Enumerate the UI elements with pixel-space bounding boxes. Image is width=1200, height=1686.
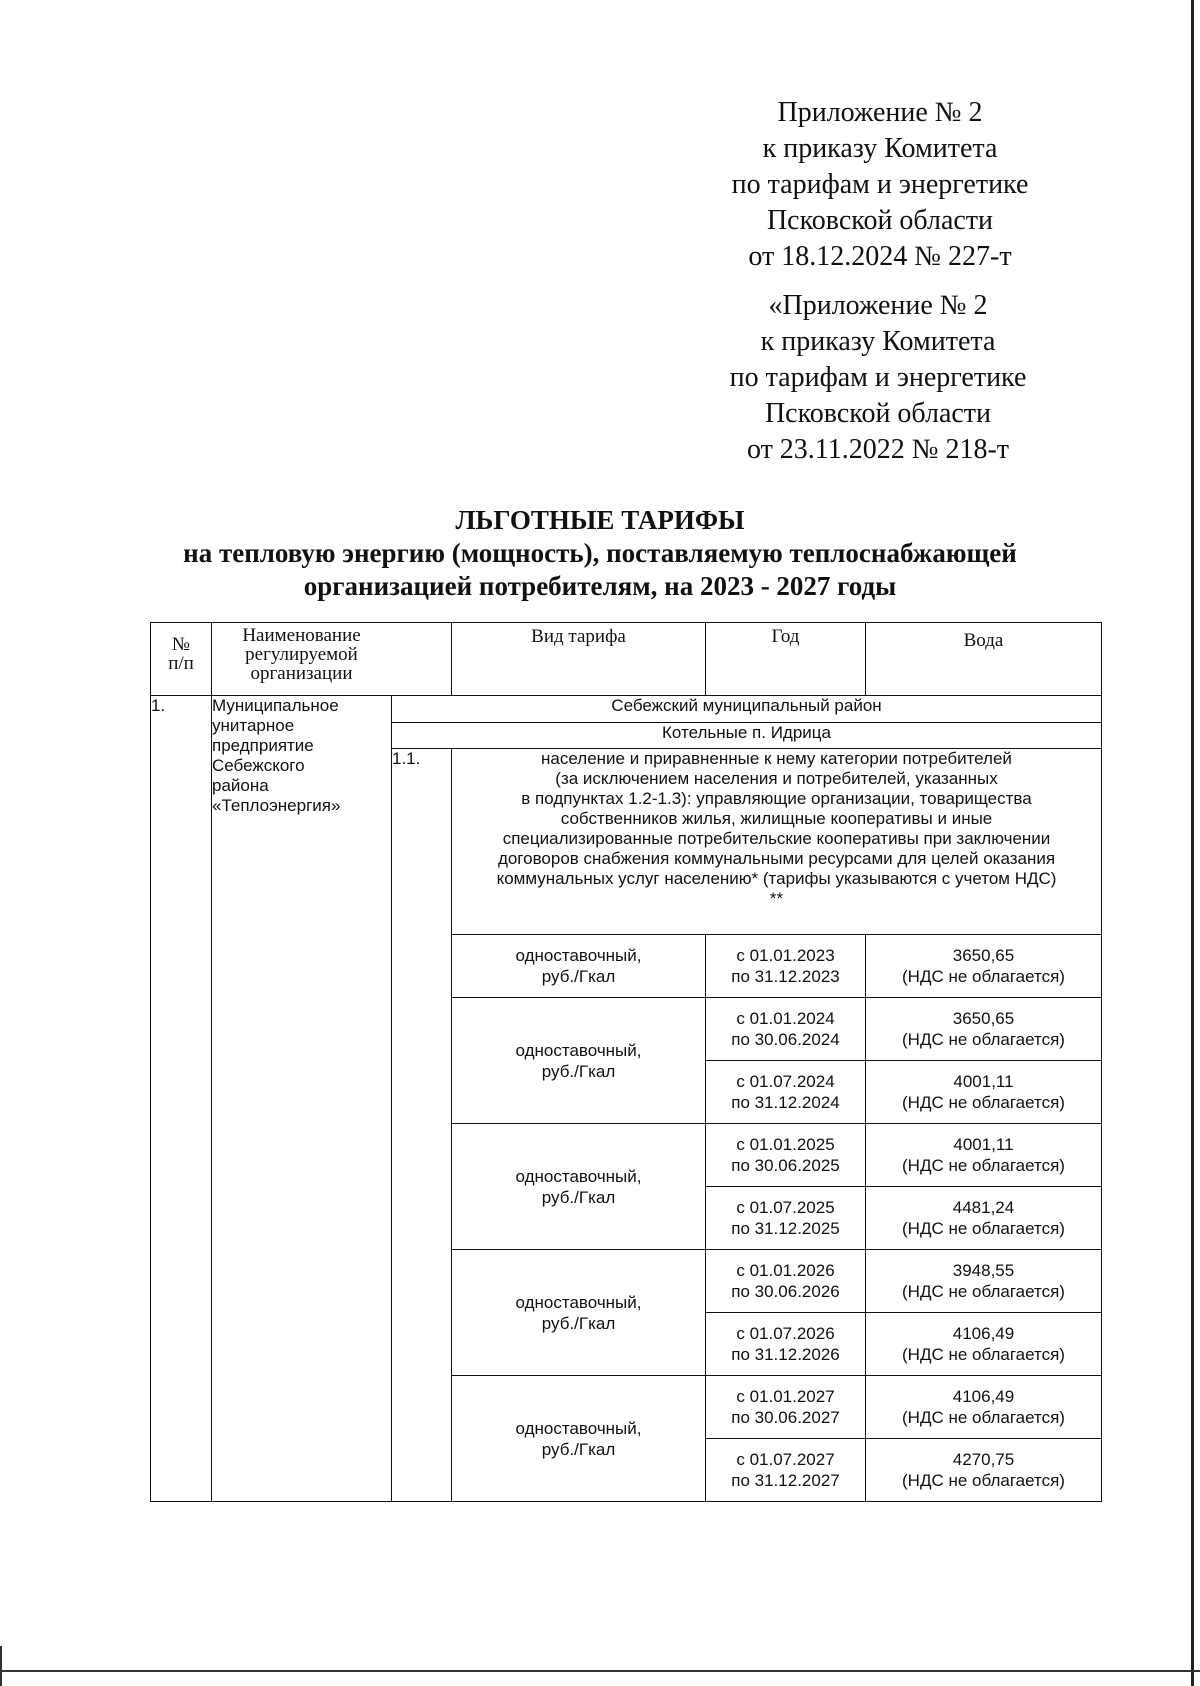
tariff-value: 3650,65	[952, 1009, 1015, 1028]
period-to: по 31.12.2025	[731, 1219, 840, 1238]
tariff-type-cell	[452, 1376, 706, 1502]
tariff-type-cell	[452, 935, 706, 998]
tariff-value: 3650,65	[952, 946, 1015, 965]
period-from: с 01.07.2026	[736, 1324, 835, 1343]
period-to: по 31.12.2023	[731, 967, 840, 986]
category-cell	[452, 749, 1102, 935]
annex-line: «Приложение № 2	[768, 290, 988, 321]
water-tariff-cell	[866, 1061, 1102, 1124]
header-year	[706, 623, 866, 696]
annex-header-current	[680, 95, 1080, 275]
tariff-table	[150, 622, 1102, 1502]
row-number-cell	[151, 696, 212, 1502]
period-to: по 30.06.2027	[731, 1408, 840, 1427]
period-cell	[706, 1061, 866, 1124]
header-number	[151, 623, 212, 696]
water-tariff-cell	[866, 1439, 1102, 1502]
subsection-number: 1.1.	[392, 749, 421, 768]
organization-line: Муниципальное	[212, 696, 339, 715]
annex-line: по тарифам и энергетике	[729, 362, 1027, 393]
period-cell	[706, 1124, 866, 1187]
period-from: с 01.01.2027	[736, 1387, 835, 1406]
tariff-type-cell	[452, 998, 706, 1124]
tariff-type-text: одноставочный,	[515, 1166, 642, 1186]
tariff-type-text: одноставочный,	[515, 1040, 642, 1060]
organization-line: унитарное	[212, 716, 295, 735]
category-line: в подпунктах 1.2-1.3): управляющие организации, товарищества	[521, 789, 1032, 808]
header-text: №	[171, 634, 191, 655]
organization-line: «Теплоэнергия»	[212, 796, 341, 815]
organization-line: предприятие	[212, 736, 314, 755]
tariff-type-cell	[452, 1250, 706, 1376]
period-to: по 30.06.2025	[731, 1156, 840, 1175]
category-line: специализированные потребительские кооперативы при заключении	[502, 829, 1051, 848]
period-from: с 01.01.2026	[736, 1261, 835, 1280]
header-text: Наименование	[242, 625, 361, 646]
period-from: с 01.07.2027	[736, 1450, 835, 1469]
water-tariff-cell	[866, 1313, 1102, 1376]
period-cell	[706, 1313, 866, 1376]
period-to: по 31.12.2026	[731, 1345, 840, 1364]
period-to: по 31.12.2024	[731, 1093, 840, 1112]
tariff-type-text: руб./Гкал	[541, 967, 616, 986]
tariff-type-text: руб./Гкал	[541, 1439, 616, 1459]
scan-edge-right	[1191, 0, 1194, 1686]
water-tariff-cell	[866, 1376, 1102, 1439]
tariff-type-text: одноставочный,	[515, 1418, 642, 1438]
scan-edge-left	[0, 1646, 2, 1686]
scan-edge-bottom	[0, 1670, 1200, 1672]
tariff-type-cell	[452, 1124, 706, 1250]
header-organization	[212, 623, 452, 696]
annex-line: Псковской области	[766, 205, 994, 236]
annex-line: Приложение № 2	[777, 97, 983, 128]
title-line: на тепловую энергию (мощность), поставляемую теплоснабжающей	[183, 538, 1017, 568]
vat-note: (НДС не облагается)	[902, 1471, 1065, 1490]
header-water	[866, 623, 1102, 696]
vat-note: (НДС не облагается)	[902, 1282, 1065, 1301]
category-line: договоров снабжения коммунальными ресурсами для целей оказания	[497, 849, 1056, 868]
period-cell	[706, 1376, 866, 1439]
annex-line: по тарифам и энергетике	[731, 169, 1029, 200]
tariff-value: 3948,55	[952, 1261, 1015, 1280]
tariff-type-text: руб./Гкал	[541, 1313, 616, 1333]
category-line: собственников жилья, жилищные кооперативы и иные	[560, 809, 993, 828]
category-line: коммунальных услуг населению* (тарифы указываются с учетом НДС)	[496, 869, 1057, 888]
annex-line: от 18.12.2024 № 227-т	[748, 241, 1012, 272]
tariff-value: 4001,11	[953, 1135, 1014, 1154]
period-cell	[706, 998, 866, 1061]
tariff-type-text: одноставочный,	[515, 946, 642, 965]
tariff-value: 4270,75	[952, 1450, 1015, 1469]
water-tariff-cell	[866, 935, 1102, 998]
water-tariff-cell	[866, 1124, 1102, 1187]
header-text: Год	[771, 626, 800, 647]
vat-note: (НДС не облагается)	[902, 1345, 1065, 1364]
header-tariff-type	[452, 623, 706, 696]
category-line: население и приравненные к нему категории потребителей	[541, 749, 1012, 768]
district-cell	[392, 696, 1102, 723]
table-header-row	[151, 623, 1102, 696]
period-to: по 31.12.2027	[731, 1471, 840, 1490]
organization-line: Себежского	[212, 756, 305, 775]
tariff-type-text: руб./Гкал	[541, 1187, 616, 1207]
header-text: п/п	[168, 653, 194, 674]
period-from: с 01.07.2025	[736, 1198, 835, 1217]
period-from: с 01.01.2025	[736, 1135, 835, 1154]
period-cell	[706, 1439, 866, 1502]
header-text: Вид тарифа	[531, 626, 626, 647]
period-from: с 01.07.2024	[736, 1072, 835, 1091]
vat-note: (НДС не облагается)	[902, 1408, 1065, 1427]
title-line: ЛЬГОТНЫЕ ТАРИФЫ	[455, 505, 745, 535]
annex-header-original	[678, 288, 1078, 468]
vat-note: (НДС не облагается)	[902, 1156, 1065, 1175]
header-text: Вода	[963, 630, 1004, 651]
tariff-value: 4001,11	[953, 1072, 1014, 1091]
period-cell	[706, 1250, 866, 1313]
subsection-number-cell	[392, 749, 452, 1502]
annex-line: Псковской области	[764, 398, 992, 429]
period-from: с 01.01.2023	[736, 946, 835, 965]
tariff-type-text: одноставочный,	[515, 1292, 642, 1312]
period-from: с 01.01.2024	[736, 1009, 835, 1028]
header-text: организации	[250, 663, 353, 684]
district-row	[151, 696, 1102, 723]
water-tariff-cell	[866, 998, 1102, 1061]
water-tariff-cell	[866, 1250, 1102, 1313]
document-title	[100, 504, 1100, 603]
vat-note: (НДС не облагается)	[902, 1030, 1065, 1049]
district-name: Себежский муниципальный район	[611, 696, 882, 715]
tariff-value: 4106,49	[952, 1324, 1015, 1343]
header-text: регулируемой	[245, 644, 358, 665]
boiler-cell	[392, 723, 1102, 749]
period-to: по 30.06.2026	[731, 1282, 840, 1301]
category-line: (за исключением населения и потребителей, указанных	[555, 769, 998, 788]
annex-line: к приказу Комитета	[760, 326, 996, 357]
tariff-value: 4106,49	[952, 1387, 1015, 1406]
tariff-value: 4481,24	[952, 1198, 1015, 1217]
category-line: **	[769, 889, 784, 908]
organization-line: района	[212, 776, 269, 795]
tariff-type-text: руб./Гкал	[541, 1061, 616, 1081]
period-to: по 30.06.2024	[731, 1030, 840, 1049]
row-number: 1.	[151, 696, 166, 715]
vat-note: (НДС не облагается)	[902, 967, 1065, 986]
period-cell	[706, 935, 866, 998]
vat-note: (НДС не облагается)	[902, 1093, 1065, 1112]
boiler-name: Котельные п. Идрица	[662, 723, 831, 742]
period-cell	[706, 1187, 866, 1250]
vat-note: (НДС не облагается)	[902, 1219, 1065, 1238]
title-line: организацией потребителям, на 2023 - 2027 годы	[303, 571, 897, 601]
organization-cell	[212, 696, 392, 1502]
water-tariff-cell	[866, 1187, 1102, 1250]
annex-line: к приказу Комитета	[762, 133, 998, 164]
annex-line: от 23.11.2022 № 218-т	[746, 434, 1010, 465]
